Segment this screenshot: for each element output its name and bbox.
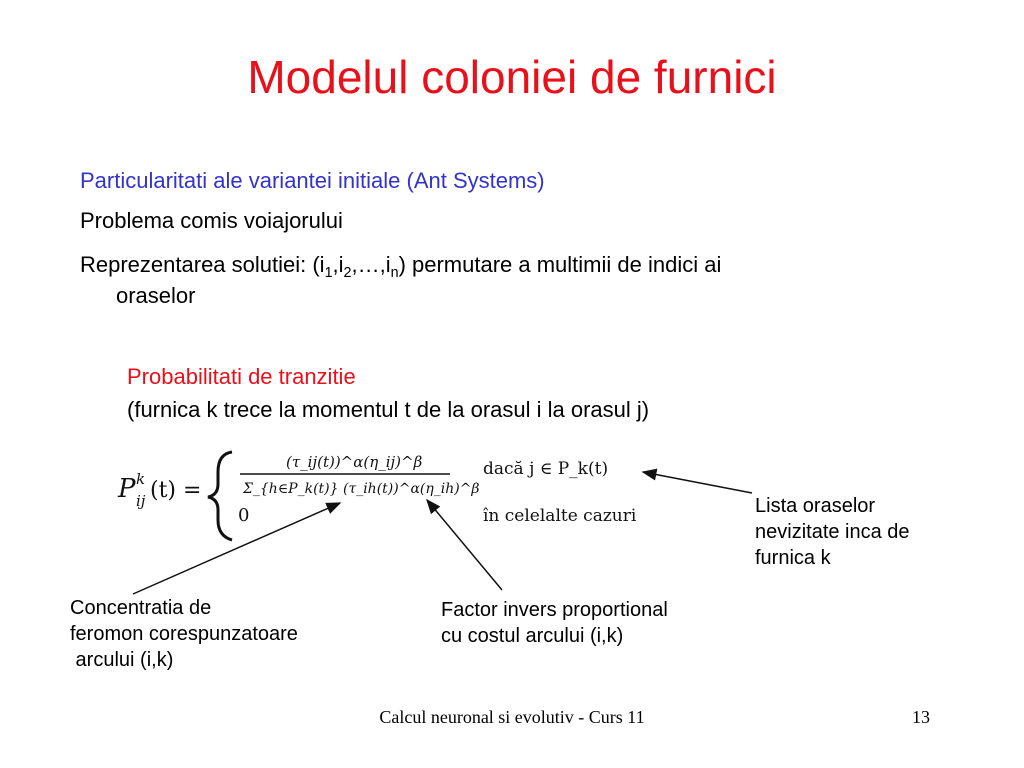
- arrow-to-pheromone: [133, 503, 340, 594]
- annotation-pheromone: Concentratia de feromon corespunzatoare arcului (i,k): [70, 597, 298, 671]
- formula-condition-1: dacă j ∈ P_k(t): [483, 459, 609, 479]
- formula-brace: [208, 452, 232, 540]
- formula-denominator: Σ_{h∈P_k(t)} (τ_ih(t))^α(η_ih)^β: [243, 481, 480, 497]
- formula-zero: 0: [238, 505, 250, 526]
- slide-title: Modelul coloniei de furnici: [247, 51, 777, 103]
- formula-numerator: (τ_ij(t))^α(η_ij)^β: [286, 453, 423, 471]
- formula-lhs-sup: k: [136, 470, 146, 488]
- bullet-ant-systems: Particularitati ale variantei initiale (Ant Systems): [80, 168, 545, 193]
- bullet-tsp: Problema comis voiajorului: [80, 208, 343, 233]
- formula-condition-2: în celelalte cazuri: [483, 506, 637, 526]
- annotation-unvisited-list: Lista oraselor nevizitate inca de furnica k: [755, 495, 910, 569]
- bullet-solution-representation: Reprezentarea solutiei: $(i_1,i_2,\dots,i_n)$ permutare a multimii de indici ai: [80, 252, 722, 281]
- arrow-to-unvisited-list: [643, 472, 752, 493]
- formula-lhs-arg: (t) =: [150, 478, 202, 503]
- formula-lhs-p: P: [118, 474, 136, 504]
- footer-page-number: 13: [912, 707, 930, 727]
- annotation-inverse-cost: Factor invers proportional cu costul arcului (i,k): [441, 599, 668, 647]
- transition-probability-title: Probabilitati de tranzitie: [127, 364, 356, 389]
- footer-course: Calcul neuronal si evolutiv - Curs 11: [379, 707, 645, 727]
- formula-lhs-sub: ij: [136, 492, 146, 510]
- transition-probability-description: (furnica k trece la momentul t de la orasul i la orasul j): [127, 397, 650, 422]
- bullet-solution-continuation: oraselor: [116, 283, 196, 308]
